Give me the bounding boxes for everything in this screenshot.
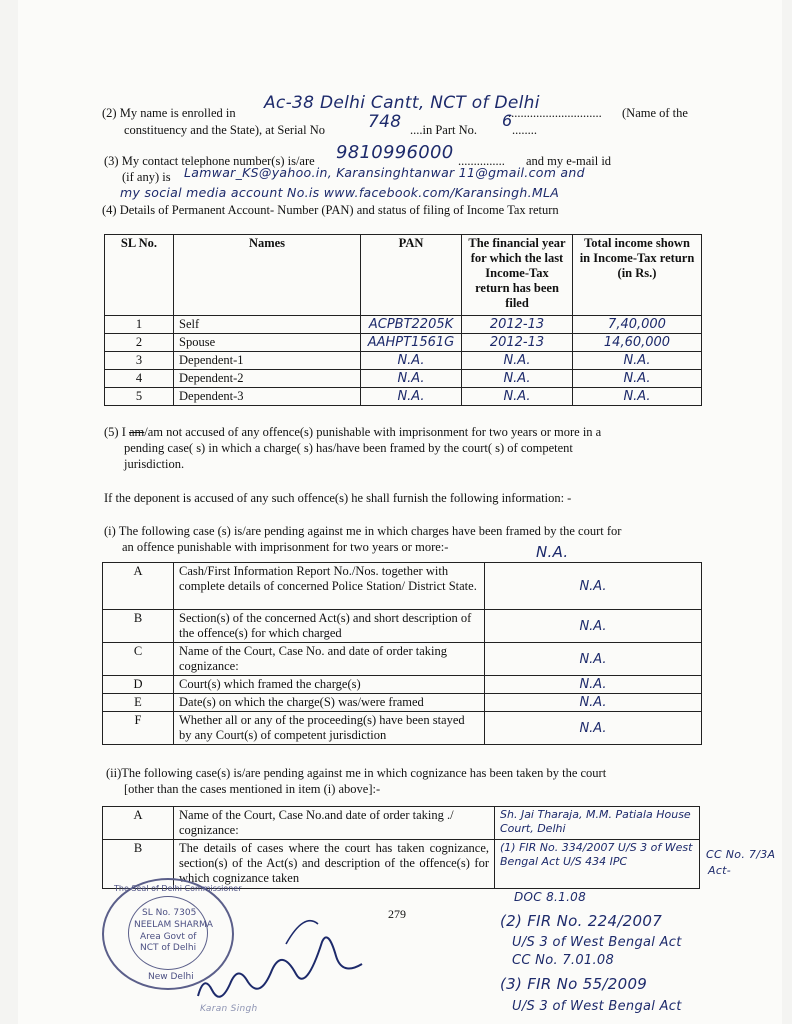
value-cell: N.A. xyxy=(485,643,702,676)
item5-line3: jurisdiction. xyxy=(124,457,185,471)
table-row xyxy=(105,352,702,370)
sl-cell: 3 xyxy=(105,352,174,370)
table-row xyxy=(103,712,702,745)
income-cell: 7,40,000 xyxy=(573,316,702,334)
pan-cell: N.A. xyxy=(361,370,462,388)
serial-handwriting: 748 xyxy=(368,112,402,132)
name-cell: Dependent-2 xyxy=(174,370,361,388)
note-cc2: CC No. 7.01.08 xyxy=(512,953,615,968)
constituency-handwriting: Ac-38 Delhi Cantt, NCT of Delhi xyxy=(264,93,540,113)
value-cell: Sh. Jai Tharaja, M.M. Patiala House Court, Delhi xyxy=(495,807,700,840)
section-i-line2: an offence punishable with imprisonment for two years or more:- xyxy=(122,540,449,554)
page-number: 279 xyxy=(388,907,406,921)
item5-strike: am xyxy=(129,425,145,439)
deponent-line: If the deponent is accused of any such offence(s) he shall furnish the following information: - xyxy=(104,491,572,505)
social-handwriting: my social media account No.is www.facebook.com/Karansingh.MLA xyxy=(120,185,560,200)
note-doc: DOC 8.1.08 xyxy=(514,890,587,904)
pan-cell: N.A. xyxy=(361,388,462,406)
letter-cell: F xyxy=(103,712,174,745)
table-row xyxy=(103,807,700,840)
table-row xyxy=(103,643,702,676)
table-row xyxy=(103,563,702,610)
year-cell: N.A. xyxy=(462,388,573,406)
header-pan: PAN xyxy=(361,235,462,316)
header-names: Names xyxy=(174,235,361,316)
desc-cell: Name of the Court, Case No.and date of order taking ./ cognizance: xyxy=(174,807,495,840)
pan-cell: ACPBT2205K xyxy=(361,316,462,334)
desc-cell: Date(s) on which the charge(S) was/were framed xyxy=(174,694,485,712)
table-row xyxy=(105,370,702,388)
item2-dots: .............................. xyxy=(508,106,602,120)
income-cell: N.A. xyxy=(573,370,702,388)
desc-cell: Cash/First Information Report No./Nos. together with complete details of concerned Police Station/ District State. xyxy=(174,563,485,610)
letter-cell: B xyxy=(103,610,174,643)
item2-prefix: (2) My name is enrolled in xyxy=(102,106,236,120)
seal-line3: Area Govt of xyxy=(140,932,197,942)
letter-cell: E xyxy=(103,694,174,712)
phone-handwriting: 9810996000 xyxy=(336,142,454,163)
section-ii-line1: (ii)The following case(s) is/are pending against me in which cognizance has been taken by the court xyxy=(106,766,607,780)
table-row xyxy=(103,610,702,643)
note-fir3: (3) FIR No 55/2009 xyxy=(500,975,648,993)
item3-dots: ............... xyxy=(458,154,505,168)
signature-name: Karan Singh xyxy=(200,1004,258,1014)
note-cc1: CC No. 7/3A xyxy=(706,848,776,861)
note-fir2: (2) FIR No. 224/2007 xyxy=(500,912,663,930)
name-cell: Dependent-3 xyxy=(174,388,361,406)
item5-line2: pending case( s) in which a charge( s) has/have been framed by the court( s) of competent xyxy=(124,441,573,455)
pan-table xyxy=(104,234,702,406)
name-cell: Spouse xyxy=(174,334,361,352)
letter-cell: C xyxy=(103,643,174,676)
name-cell: Dependent-1 xyxy=(174,352,361,370)
desc-cell: The details of cases where the court has taken cognizance, section(s) of the Act(s) and description of the offence(s) for which cognizance taken xyxy=(174,840,495,889)
year-cell: 2012-13 xyxy=(462,334,573,352)
item4-heading: (4) Details of Permanent Account- Number (PAN) and status of filing of Income Tax return xyxy=(102,203,559,217)
letter-cell: D xyxy=(103,676,174,694)
item3-ifany: (if any) is xyxy=(122,170,171,184)
part-handwriting: 6 xyxy=(502,111,513,130)
year-cell: N.A. xyxy=(462,352,573,370)
seal-outer-text: The Seal of Delhi Commissioner xyxy=(114,884,242,893)
sl-cell: 2 xyxy=(105,334,174,352)
cognizance-table xyxy=(102,806,700,889)
item5-text: /am not accused of any offence(s) punishable with imprisonment for two years or more in a xyxy=(144,425,602,439)
letter-cell: B xyxy=(103,840,174,889)
sl-cell: 4 xyxy=(105,370,174,388)
year-cell: N.A. xyxy=(462,370,573,388)
item5-lead: (5) I xyxy=(104,425,126,439)
seal-line1: SL No. 7305 xyxy=(142,908,197,918)
letter-cell: A xyxy=(103,563,174,610)
signature xyxy=(186,904,386,1014)
header-sl: SL No. xyxy=(105,235,174,316)
desc-cell: Whether all or any of the proceeding(s) have been stayed by any Court(s) of competent jurisdiction xyxy=(174,712,485,745)
table-row xyxy=(103,694,702,712)
value-cell: N.A. xyxy=(485,676,702,694)
note-act1: Act- xyxy=(708,864,732,877)
table-row xyxy=(105,316,702,334)
value-cell: N.A. xyxy=(485,563,702,610)
income-cell: N.A. xyxy=(573,388,702,406)
email-handwriting: Lamwar_KS@yahoo.in, Karansinghtanwar 11@gmail.com and xyxy=(184,165,585,180)
header-year: The financial year for which the last Income-Tax return has been filed xyxy=(462,235,573,316)
value-cell: N.A. xyxy=(485,712,702,745)
name-cell: Self xyxy=(174,316,361,334)
item2-suffix: (Name of the xyxy=(622,106,688,120)
value-cell: N.A. xyxy=(485,694,702,712)
section-ii-line2: [other than the cases mentioned in item (i) above]:- xyxy=(124,782,381,796)
year-cell: 2012-13 xyxy=(462,316,573,334)
seal-city: New Delhi xyxy=(148,972,194,982)
item3-prefix: (3) My contact telephone number(s) is/are xyxy=(104,154,315,168)
pan-cell: AAHPT1561G xyxy=(361,334,462,352)
desc-cell: Name of the Court, Case No. and date of order taking cognizance: xyxy=(174,643,485,676)
value-cell: (1) FIR No. 334/2007 U/S 3 of West Bengal Act U/S 434 IPC xyxy=(495,840,700,889)
note-us3: U/S 3 of West Bengal Act xyxy=(512,999,682,1014)
table-row xyxy=(103,676,702,694)
note-us2: U/S 3 of West Bengal Act xyxy=(512,935,682,950)
income-cell: N.A. xyxy=(573,352,702,370)
sl-cell: 5 xyxy=(105,388,174,406)
seal-line4: NCT of Delhi xyxy=(140,943,197,953)
item3-suffix: and my e-mail id xyxy=(526,154,612,168)
table-row xyxy=(105,388,702,406)
value-cell: N.A. xyxy=(485,610,702,643)
desc-cell: Section(s) of the concerned Act(s) and short description of the offence(s) for which charged xyxy=(174,610,485,643)
item5-line1 xyxy=(104,424,601,440)
desc-cell: Court(s) which framed the charge(s) xyxy=(174,676,485,694)
income-cell: 14,60,000 xyxy=(573,334,702,352)
affidavit-page xyxy=(18,0,782,1024)
section-i-line1: (i) The following case (s) is/are pending against me in which charges have been framed by the court for xyxy=(104,524,622,538)
item2-in-part: ....in Part No. xyxy=(410,123,478,137)
item2-line2: constituency and the State), at Serial No xyxy=(124,123,325,137)
pan-cell: N.A. xyxy=(361,352,462,370)
letter-cell: A xyxy=(103,807,174,840)
item2-dots2: ........ xyxy=(512,123,537,137)
table-row xyxy=(105,334,702,352)
section-i-na: N.A. xyxy=(536,543,569,561)
header-income: Total income shown in Income-Tax return (in Rs.) xyxy=(573,235,702,316)
sl-cell: 1 xyxy=(105,316,174,334)
seal-line2: NEELAM SHARMA xyxy=(134,920,213,930)
charges-table xyxy=(102,562,702,745)
